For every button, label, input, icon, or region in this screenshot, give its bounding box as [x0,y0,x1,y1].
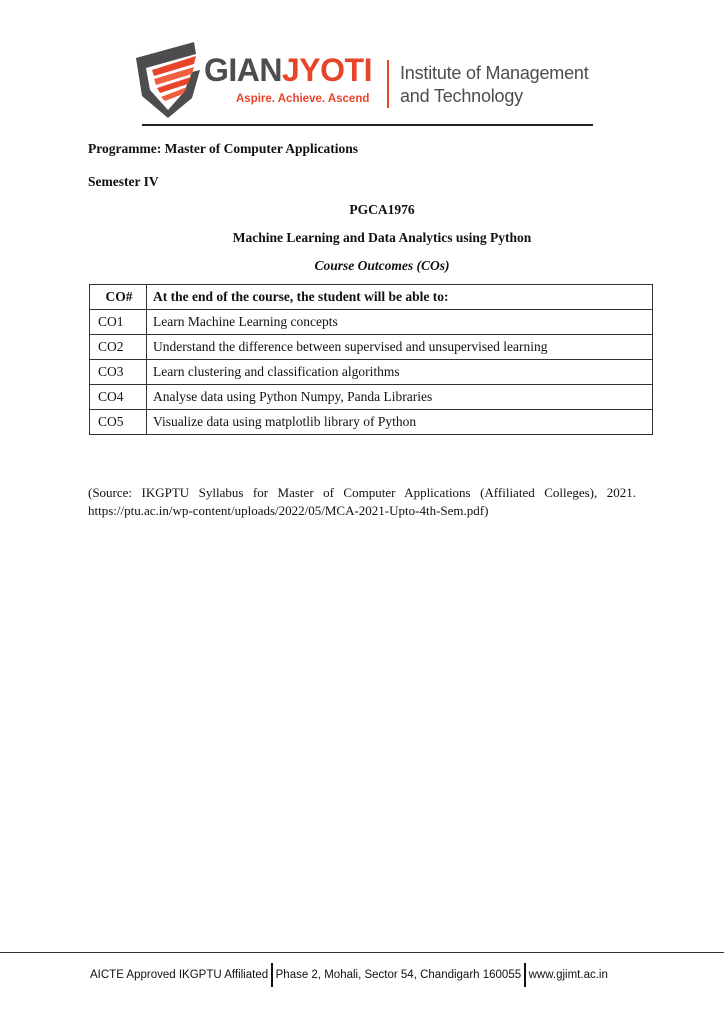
table-header-row [90,285,653,310]
letterhead [132,40,602,120]
brand-name: GIANJYOTI [204,52,372,88]
course-code: PGCA1976 [349,202,415,217]
table-row [90,335,653,360]
co-description: Learn clustering and classification algorithms [147,360,653,385]
co-description: Learn Machine Learning concepts [147,310,653,335]
brand-tagline: Aspire. Achieve. Ascend [236,93,370,105]
footer-affiliation: AICTE Approved IKGPTU Affiliated [90,969,269,981]
co-description: Analyse data using Python Numpy, Panda Libraries [147,385,653,410]
programme-heading: Programme: Master of Computer Applications [88,141,358,156]
table-row [90,310,653,335]
co-id: CO1 [90,310,147,335]
header-outcome: At the end of the course, the student will be able to: [147,285,653,310]
course-outcomes-table [89,284,653,435]
footer-separator [524,963,526,987]
header-co-number: CO# [90,285,147,310]
shield-logo-icon [132,40,204,120]
co-description: Understand the difference between supervised and unsupervised learning [147,335,653,360]
footer [90,963,608,987]
co-id: CO2 [90,335,147,360]
table-row [90,360,653,385]
co-description: Visualize data using matplotlib library of Python [147,410,653,435]
source-citation: (Source: IKGPTU Syllabus for Master of Computer Applications (Affiliated Colleges), 2021. https://ptu.ac.in/wp-content/uploads/2022/05/MCA-2021-Upto-4th-Sem.pdf) [88,485,636,518]
institute-name: Institute of Management and Technology [400,63,589,106]
footer-address: Phase 2, Mohali, Sector 54, Chandigarh 160055 [275,969,522,981]
footer-website: www.gjimt.ac.in [528,969,608,981]
course-title: Machine Learning and Data Analytics using Python [232,230,532,245]
outcomes-title: Course Outcomes (COs) [314,258,450,273]
co-id: CO4 [90,385,147,410]
footer-rule [0,952,724,953]
header-rule [142,124,593,126]
brand-divider [387,60,389,108]
footer-separator [271,963,273,987]
table-row [90,385,653,410]
co-id: CO3 [90,360,147,385]
table-row [90,410,653,435]
semester-heading: Semester IV [88,174,159,189]
co-id: CO5 [90,410,147,435]
